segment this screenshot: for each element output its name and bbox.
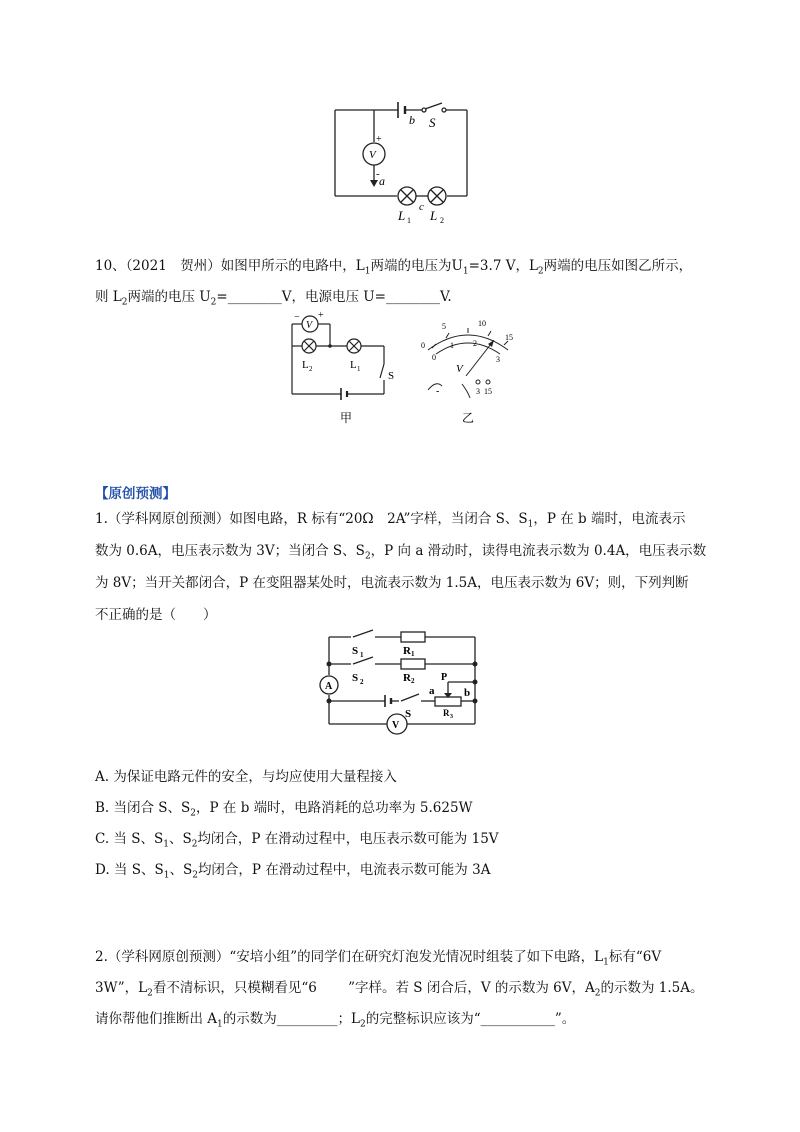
p1-option-d: D. 当 S、$S_1$、$S_2$均闭合，P 在滑动过程中，电流表示数可能为 3A [95, 862, 491, 881]
section-title: 【原创预测】 [95, 486, 176, 502]
svg-text:L: L [350, 359, 357, 371]
svg-text:10: 10 [478, 319, 486, 328]
svg-text:a: a [379, 174, 385, 188]
svg-text:V: V [392, 720, 400, 731]
svg-text:5: 5 [442, 322, 446, 331]
svg-text:+: + [376, 134, 382, 145]
svg-text:V: V [456, 363, 463, 375]
svg-text:1: 1 [360, 651, 364, 659]
svg-text:b: b [409, 113, 415, 127]
figure-jia-circuit [284, 306, 404, 430]
p2-line-2: 3W”，$L_2$看不清标识，只模糊看见“6 ”字样。若 S 闭合后，V 的示数为 6V，$A_2$的示数为 1.5A。 [95, 980, 704, 999]
svg-text:3: 3 [450, 714, 453, 720]
svg-text:3: 3 [476, 387, 480, 396]
svg-text:甲: 甲 [340, 411, 353, 425]
svg-text:3: 3 [496, 355, 500, 364]
svg-text:1: 1 [407, 216, 411, 225]
svg-text:L: L [302, 359, 309, 371]
svg-text:2: 2 [440, 216, 444, 225]
svg-text:S: S [352, 672, 359, 684]
svg-text:2: 2 [309, 365, 313, 373]
figure-yi-voltmeter [418, 312, 528, 430]
svg-text:-: - [436, 386, 440, 397]
svg-text:-: - [376, 168, 380, 180]
svg-text:S: S [429, 115, 436, 130]
svg-text:2: 2 [360, 678, 364, 686]
svg-text:R: R [403, 672, 411, 684]
svg-text:1: 1 [357, 365, 361, 373]
svg-text:L: L [398, 208, 406, 223]
svg-text:15: 15 [505, 333, 513, 342]
p2-line-1: 2.（学科网原创预测）“安培小组”的同学们在研究灯泡发光情况时组装了如下电路，$L_1$标有“6V [95, 949, 662, 968]
p1-option-b: B. 当闭合 S、$S_2$，P 在 b 端时，电路消耗的总功率为 5.625W [95, 800, 473, 819]
svg-text:c: c [419, 201, 424, 213]
p1-line-4: 不正确的是（ ） [95, 607, 217, 623]
svg-text:乙: 乙 [462, 411, 475, 425]
p1-line-1: 1.（学科网原创预测）如图电路，R 标有“20Ω 2A”字样，当闭合 S、$S_1$，P 在 b 端时，电流表示 [95, 511, 686, 530]
svg-text:R: R [403, 645, 411, 657]
svg-text:0: 0 [421, 341, 425, 350]
q10-line-1: 10、（2021 贺州）如图甲所示的电路中，$L_1$两端的电压为$U_1=3.7$ V，$L_2$两端的电压如图乙所示， [95, 258, 693, 277]
svg-text:S: S [352, 645, 359, 657]
svg-text:1: 1 [450, 341, 454, 350]
p1-line-2: 数为 0.6A，电压表示数为 3V；当闭合 S、$S_2$，P 向 a 滑动时，读得电流表示数为 0.4A，电压表示数 [95, 543, 707, 562]
svg-text:V: V [306, 320, 313, 331]
p1-circuit-figure [315, 627, 487, 739]
q10-line-2: 则 $L_2$两端的电压 $U_2=\_\_\_\_\_\_\_\_V$，电源电压 U=________V. [95, 289, 452, 308]
svg-text:A: A [325, 681, 333, 692]
svg-text:V: V [369, 149, 376, 161]
top-circuit-figure [330, 96, 480, 226]
svg-text:L: L [430, 208, 438, 223]
svg-text:−: − [294, 312, 300, 323]
svg-text:+: + [318, 310, 324, 321]
svg-text:0: 0 [432, 353, 436, 362]
svg-text:a: a [429, 685, 435, 697]
svg-text:2: 2 [411, 677, 415, 685]
svg-text:P: P [441, 672, 448, 683]
svg-text:15: 15 [484, 387, 492, 396]
svg-text:2: 2 [473, 339, 477, 348]
p1-option-a: A. 为保证电路元件的安全，与均应使用大量程接入 [95, 769, 397, 785]
svg-text:b: b [464, 687, 471, 699]
svg-text:R: R [443, 708, 450, 718]
svg-text:S: S [405, 708, 412, 720]
svg-text:S: S [388, 370, 395, 382]
p1-option-c: C. 当 S、$S_1$、$S_2$均闭合，P 在滑动过程中，电压表示数可能为 15V [95, 831, 499, 850]
p2-line-3: 请你帮他们推断出 $A_1$的示数为_________；$L_2$的完整标识应该为“___________”。 [95, 1011, 576, 1030]
svg-text:1: 1 [411, 650, 415, 658]
p1-line-3: 为 8V；当开关都闭合，P 在变阻器某处时，电流表示数为 1.5A，电压表示数为 6V；则，下列判断 [95, 575, 689, 591]
